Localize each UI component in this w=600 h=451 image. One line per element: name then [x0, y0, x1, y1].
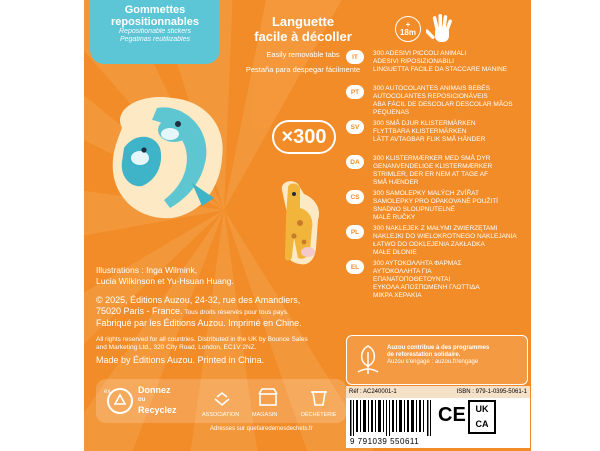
- eco-line3: Auzou s'engage : auzou.fr/engage: [387, 359, 479, 365]
- rights-line1: All rights reserved for all countries. Distributed in the UK by Bounce Sales: [96, 336, 308, 343]
- tag-sub-line1: Repositionable stickers: [119, 28, 191, 35]
- language-line: ADESIVI RIPOSIZIONABILI: [373, 58, 454, 65]
- recycle-title-line2: ou: [138, 397, 146, 403]
- language-code: IT: [346, 50, 364, 64]
- language-line: PEQUENAS: [373, 109, 410, 116]
- language-line: ΕΥΚΟΛΑ ΑΠΟΣΠΩΜΕΝΗ ΓΛΩΤΤΙΔΑ: [373, 284, 480, 291]
- language-line: NAKLEJKI DO WIELOKROTNEGO NAKLEJANIA: [373, 233, 517, 240]
- ukca-mark: [468, 400, 496, 434]
- language-line: ΜΙΚΡΑ ΧΕΡΑΚΙΑ: [373, 292, 422, 299]
- language-code: CS: [346, 190, 364, 204]
- heading-title-line2: facile à décoller: [254, 29, 352, 44]
- language-line: ΕΠΑΝΑΤΟΠΟΘΕΤΟΥΝΤΑΙ: [373, 276, 451, 283]
- language-line: MALÉ RUČKY: [373, 214, 416, 221]
- language-line: ABA FÁCIL DE DESCOLAR DESCOLAR MÃOS: [373, 101, 513, 108]
- recycle-title-line3: Recyclez: [138, 405, 177, 415]
- language-line: 300 SAMOLEPKY MALÝCH ZVÍŘAT: [373, 190, 479, 197]
- language-item-el: [346, 260, 530, 299]
- illustrations-line2: Lucia Wilkinson et Yu-Hsuan Huang.: [96, 276, 234, 286]
- ce-mark: CE: [438, 404, 466, 426]
- language-code: DA: [346, 155, 364, 169]
- eco-line2: de reforestation solidaire.: [387, 352, 461, 358]
- waste-center-icon: [308, 387, 330, 407]
- recycle-info: [96, 379, 346, 423]
- language-line: SMÅ HÆNDER: [373, 179, 419, 186]
- language-line: GENANVENDELIGE KLISTERMÆRKER: [373, 163, 493, 170]
- language-line: ΑΥΤΟΚΟΛΛΗΤΑ ΓΙΑ: [373, 268, 432, 275]
- language-list: [346, 50, 530, 299]
- language-line: 300 ΑΥΤΟΚΟΛΛΗΤΑ ΦΑΡΜΑΣ: [373, 260, 462, 267]
- language-item-cs: [346, 190, 530, 225]
- language-code: PL: [346, 225, 364, 239]
- barcode-number: 9 791039 550611: [350, 437, 420, 446]
- recycle-badge-text: ex: [104, 389, 111, 395]
- association-icon: [211, 387, 233, 407]
- repositionable-tag: [90, 0, 220, 64]
- small-hands-icon: [426, 12, 462, 48]
- copyright-line3: Fabriqué par les Éditions Auzou. Imprimé en Chine.: [96, 318, 302, 328]
- recycle-title-line1: Donnez: [138, 385, 171, 395]
- language-item-sv: [346, 120, 530, 155]
- reference-number: Réf : AC240001-1: [349, 389, 397, 395]
- language-item-pt: [346, 85, 530, 120]
- language-code: SV: [346, 120, 364, 134]
- language-line: 300 NAKLEJEK Z MAŁYMI ZWIERZĘTAMI: [373, 225, 498, 232]
- rights-line2: and Marketing Ltd., 320 City Road, London, EC1V 2NZ.: [96, 344, 257, 351]
- dolphins-sticker-illustration: [102, 88, 232, 228]
- recycle-label-association: ASSOCIATION: [202, 412, 240, 418]
- language-line: SAMOLEPKY PRO OPAKOVANÉ POUŽITÍ: [373, 198, 498, 205]
- store-icon: [257, 387, 279, 407]
- credits-block: [96, 265, 334, 365]
- recycle-url: Adresses sur quefairedemesdechets.fr: [210, 426, 313, 432]
- eco-line1: Auzou contribue à des programmes: [387, 345, 490, 351]
- heading-sub-line1: Easily removable tabs: [266, 50, 340, 59]
- barcode: [350, 400, 432, 436]
- recycle-label-store: MAGASIN: [252, 412, 278, 418]
- eco-text: [387, 345, 489, 366]
- language-line: 300 ADESIVI PICCOLI ANIMALI: [373, 50, 467, 57]
- language-item-da: [346, 155, 530, 190]
- tree-icon: [355, 344, 381, 376]
- language-line: LÄTT AVTAGBAR FLIK SMÅ HÄNDER: [373, 136, 486, 143]
- copyright-line1: © 2025, Éditions Auzou, 24-32, rue des Amandiers,: [96, 295, 301, 305]
- made-in-line: Made by Éditions Auzou. Printed in China.: [96, 355, 265, 365]
- heading-title-line1: Languette: [271, 14, 335, 29]
- language-line: 300 AUTOCOLANTES ANIMAIS BEBÉS: [373, 85, 490, 92]
- language-line: AUTOCOLANTES REPOSICIONÁVEIS: [373, 93, 488, 100]
- language-item-it: [346, 50, 530, 85]
- copyright-line2: [96, 306, 334, 318]
- language-line: LINGUETTA FACILE DA STACCARE MANINE: [373, 66, 508, 73]
- age-badge: [395, 16, 421, 42]
- recycle-label-waste-center: DÉCHÈTERIE: [301, 412, 337, 418]
- language-code: EL: [346, 260, 364, 274]
- tag-title-line2: repositionnables: [110, 16, 200, 28]
- language-line: FLYTTBARA KLISTERMÄRKEN: [373, 128, 467, 135]
- language-line: 300 SMÅ DJUR KLISTERMÄRKEN: [373, 120, 476, 127]
- language-line: ŁATWO DO ODKLEJENIA ZAKŁADKA: [373, 241, 485, 248]
- language-line: MAŁE DŁONIE: [373, 249, 417, 256]
- copyright-rights: Tous droits réservés pour tous pays.: [182, 309, 289, 316]
- heading-sub-line2: Pestaña para despegar fácilmente: [245, 65, 361, 74]
- language-line: SNADNO SLOUPNUTELNÉ: [373, 206, 455, 213]
- tag-sub-line2: Pegatinas reutilizables: [119, 36, 191, 43]
- copyright-address: 75020 Paris - France.: [96, 306, 183, 316]
- giraffe-sticker-illustration: [270, 178, 330, 268]
- eco-commitment-box: [346, 335, 528, 385]
- ukca-line1: UK: [475, 404, 489, 414]
- reference-row: [346, 386, 530, 398]
- ukca-line2: CA: [475, 419, 489, 429]
- language-line: STRIMLER, DER ER NEM AT TAGE AF: [373, 171, 489, 178]
- language-code: PT: [346, 85, 364, 99]
- age-value: 18m: [399, 28, 416, 37]
- isbn-number: ISBN : 979-1-0395-5061-1: [456, 389, 527, 395]
- tag-title-line1: Gommettes: [124, 4, 186, 16]
- age-plus: +: [405, 20, 411, 29]
- sticker-count-badge: ×300: [272, 120, 336, 154]
- recycle-title: [138, 385, 177, 415]
- language-line: 300 KLISTERMÆRKER MED SMÅ DYR: [373, 155, 491, 162]
- illustrations-line1: Illustrations : Inga Wilmink,: [96, 265, 198, 275]
- language-item-pl: [346, 225, 530, 260]
